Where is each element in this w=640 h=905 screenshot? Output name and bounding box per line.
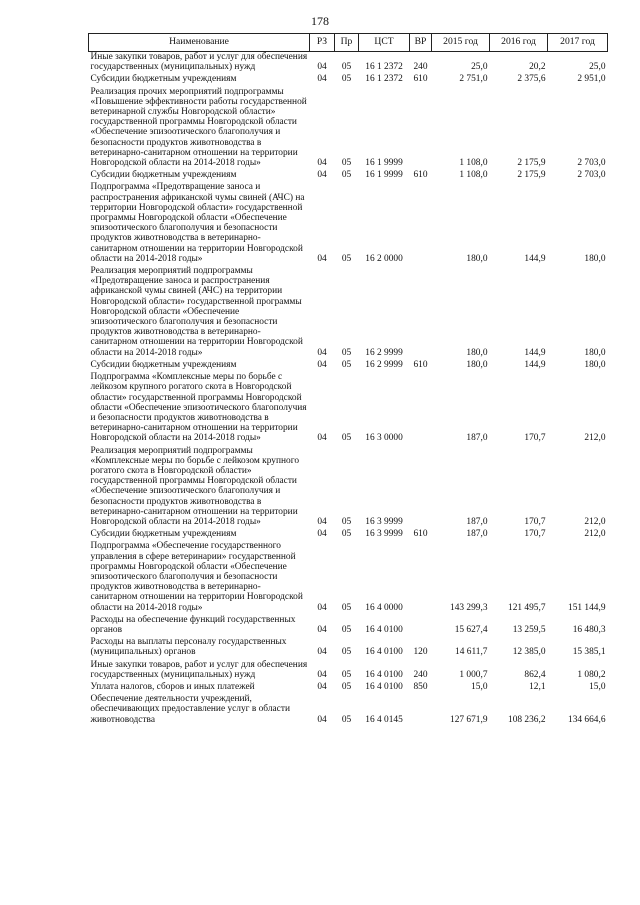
row-2017-value: 15 385,1 (572, 647, 606, 658)
row-2015-value: 14 611,7 (455, 647, 488, 658)
row-rz: 04 (317, 669, 327, 680)
row-2016-value: 170,7 (524, 516, 546, 527)
page-number: 178 (311, 14, 329, 28)
row-pr: 05 (341, 158, 352, 169)
row-cst: 16 3 0000 (365, 433, 403, 444)
table-row (89, 694, 608, 727)
row-rz: 04 (317, 433, 327, 444)
row-2015-value: 180,0 (466, 253, 488, 264)
row-cst: 16 1 2372 (365, 74, 403, 85)
row-2017-value: 180,0 (584, 253, 606, 264)
row-name: Субсидии бюджетным учреждениям (90, 170, 237, 181)
row-name: Реализация мероприятий подпрограммы «Комплексные меры по борьбе с лейкозом крупного рогатого скота в Новгородской области» государственной программы Новгородской области «Обеспечение эпизоотического благополучия и безопасности продуктов животноводства в ветеринарно-санитарном отношении на территории Новгородской области на 2014-2018 годы» (90, 445, 300, 527)
row-2017-value: 212,0 (584, 433, 606, 444)
row-2016-value: 170,7 (524, 433, 546, 444)
row-2017-value: 180,0 (584, 359, 606, 370)
row-name: Реализация прочих мероприятий подпрограммы «Повышение эффективности работы государственной ветеринарной службы Новгородской области» государственной программы Новгородской области «Обеспечение эпизоотического благополучия и безопасности продуктов животноводства в ветеринарно-санитарном отношении на территории Новгородской области на 2014-2018 годы» (90, 86, 307, 169)
row-2015-value: 2 751,0 (459, 74, 488, 85)
row-2015-value: 180,0 (466, 347, 488, 358)
row-2015-value: 180,0 (466, 359, 488, 370)
row-rz: 04 (317, 714, 327, 725)
row-cst: 16 3 9999 (365, 529, 403, 540)
row-2015-value: 15 627,4 (454, 624, 488, 635)
row-2016-value: 2 175,9 (517, 170, 546, 181)
table-row (89, 87, 608, 171)
row-pr: 05 (341, 347, 352, 358)
row-pr: 05 (341, 62, 352, 73)
row-2016-value: 144,9 (524, 253, 546, 264)
row-2015-value: 187,0 (466, 529, 488, 540)
row-pr: 05 (341, 714, 352, 725)
row-2015-value: 187,0 (466, 433, 488, 444)
row-cst: 16 1 9999 (365, 170, 403, 181)
row-rz: 04 (317, 74, 327, 85)
row-2017-value: 2 951,0 (577, 74, 606, 85)
row-cst: 16 4 0100 (365, 681, 403, 692)
row-name: Субсидии бюджетным учреждениям (90, 359, 237, 370)
row-vr (410, 87, 432, 171)
row-cst: 16 1 9999 (365, 158, 403, 169)
row-cst: 16 2 9999 (365, 359, 403, 370)
row-vr: 240 (413, 669, 428, 680)
row-2017-value: 180,0 (584, 347, 606, 358)
row-name: Субсидии бюджетным учреждениям (90, 74, 237, 85)
table-row (89, 360, 608, 372)
row-cst: 16 4 0145 (365, 714, 403, 725)
row-vr: 610 (413, 170, 428, 181)
row-2017-value: 25,0 (589, 62, 606, 73)
budget-table (88, 33, 608, 727)
row-2015-value: 127 671,9 (450, 714, 488, 725)
row-pr: 05 (341, 170, 352, 181)
row-2015-value: 143 299,3 (450, 602, 488, 613)
column-header-pr: Пр (335, 34, 359, 52)
row-2017-value: 15,0 (589, 681, 606, 692)
row-2016-value: 12 385,0 (512, 647, 546, 658)
row-cst: 16 4 0100 (365, 669, 403, 680)
row-2015-value: 1 000,7 (459, 669, 488, 680)
row-2016-value: 862,4 (524, 669, 546, 680)
row-2016-value: 121 495,7 (508, 602, 546, 613)
row-cst: 16 2 9999 (365, 347, 403, 358)
table-header-row (89, 34, 608, 52)
row-2015-value: 15,0 (471, 681, 488, 692)
table-row (89, 682, 608, 694)
row-vr (410, 615, 432, 637)
row-pr: 05 (341, 602, 352, 613)
column-header-2016: 2016 год (490, 34, 548, 52)
row-pr: 05 (341, 681, 352, 692)
row-pr: 05 (341, 74, 352, 85)
row-pr: 05 (341, 433, 352, 444)
table-row (89, 52, 608, 75)
row-2016-value: 2 375,6 (517, 74, 546, 85)
table-row (89, 615, 608, 637)
row-2016-value: 2 175,9 (517, 158, 546, 169)
row-rz: 04 (317, 529, 327, 540)
row-vr: 610 (413, 359, 428, 370)
row-2015-value: 1 108,0 (459, 170, 488, 181)
row-2017-value: 151 144,9 (568, 602, 606, 613)
column-header-vr: ВР (410, 34, 432, 52)
row-2016-value: 144,9 (524, 347, 546, 358)
row-2017-value: 212,0 (584, 529, 606, 540)
row-2016-value: 12,1 (529, 681, 546, 692)
column-header-2015: 2015 год (432, 34, 490, 52)
table-row (89, 74, 608, 86)
table-row (89, 541, 608, 614)
row-rz: 04 (317, 158, 327, 169)
row-name: Субсидии бюджетным учреждениям (90, 529, 237, 540)
row-2016-value: 13 259,5 (512, 624, 546, 635)
row-rz: 04 (317, 62, 327, 73)
row-2015-value: 1 108,0 (459, 158, 488, 169)
row-vr: 610 (413, 529, 428, 540)
row-2017-value: 1 080,2 (577, 669, 606, 680)
row-vr (410, 694, 432, 727)
table-row (89, 182, 608, 266)
row-2016-value: 144,9 (524, 359, 546, 370)
row-pr: 05 (341, 669, 352, 680)
row-vr (410, 266, 432, 360)
row-pr: 05 (341, 647, 352, 658)
table-row (89, 446, 608, 530)
row-rz: 04 (317, 516, 327, 527)
row-name: Подпрограмма «Обеспечение государственного управления в сфере ветеринарии» государственной программы Новгородской области «Обеспечение эпизоотического благополучия и безопасности продуктов животноводства в ветеринарно-санитарном отношении на территории Новгородской области на 2014-2018 годы» (90, 541, 303, 613)
row-rz: 04 (317, 647, 327, 658)
row-vr (410, 446, 432, 530)
row-vr (410, 182, 432, 266)
row-name: Обеспечение деятельности учреждений, обеспечивающих предоставление услуг в области животноводства (90, 694, 290, 725)
row-rz: 04 (317, 347, 327, 358)
row-pr: 05 (341, 253, 352, 264)
table-row (89, 266, 608, 360)
row-2016-value: 108 236,2 (508, 714, 546, 725)
column-header-2017: 2017 год (548, 34, 608, 52)
row-2017-value: 2 703,0 (577, 170, 606, 181)
row-name: Расходы на обеспечение функций государственных органов (90, 614, 296, 635)
row-vr: 120 (413, 647, 428, 658)
row-rz: 04 (317, 170, 327, 181)
row-cst: 16 2 0000 (365, 253, 403, 264)
row-pr: 05 (341, 359, 352, 370)
row-rz: 04 (317, 602, 327, 613)
table-row (89, 637, 608, 659)
column-header-rz: РЗ (310, 34, 335, 52)
row-rz: 04 (317, 253, 327, 264)
row-vr: 240 (413, 62, 428, 73)
row-name: Иные закупки товаров, работ и услуг для обеспечения государственных (муниципальных) нужд (90, 659, 308, 680)
row-pr: 05 (341, 624, 352, 635)
row-rz: 04 (317, 624, 327, 635)
column-header-cst: ЦСТ (359, 34, 410, 52)
row-2016-value: 170,7 (524, 529, 546, 540)
row-cst: 16 1 2372 (365, 62, 403, 73)
row-2015-value: 25,0 (471, 62, 488, 73)
row-name: Подпрограмма «Комплексные меры по борьбе с лейкозом крупного рогатого скота в Новгородской области» государственной программы Новгородской области «Обеспечение эпизоотического благополучия и безопасности продуктов животноводства в ветеринарно-санитарном отношении на территории Новгородской области на 2014-2018 годы» (90, 372, 307, 444)
row-2017-value: 134 664,6 (568, 714, 606, 725)
row-2017-value: 16 480,3 (572, 624, 606, 635)
row-vr: 850 (413, 681, 428, 692)
row-rz: 04 (317, 681, 327, 692)
row-cst: 16 4 0100 (365, 624, 403, 635)
row-name: Уплата налогов, сборов и иных платежей (90, 681, 255, 692)
row-2017-value: 212,0 (584, 516, 606, 527)
row-2015-value: 187,0 (466, 516, 488, 527)
row-cst: 16 4 0000 (365, 602, 403, 613)
row-2016-value: 20,2 (529, 62, 546, 73)
row-pr: 05 (341, 516, 352, 527)
row-name: Подпрограмма «Предотвращение заноса и распространения африканской чумы свиней (АЧС) на территории Новгородской области» государственной программы Новгородской области «Обеспечение эпизоотического благополучия и безопасности продуктов животноводства в ветеринарно-санитарном отношении на территории Новгородской области на 2014-2018 годы» (90, 182, 305, 264)
row-vr (410, 541, 432, 614)
table-row (89, 660, 608, 682)
row-2017-value: 2 703,0 (577, 158, 606, 169)
row-rz: 04 (317, 359, 327, 370)
row-pr: 05 (341, 529, 352, 540)
row-name: Реализация мероприятий подпрограммы «Предотвращение заноса и распространения африканской чумы свиней (АЧС) на территории Новгородской области» государственной программы Новгородской области «Обеспечение эпизоотического благополучия и безопасности продуктов животноводства в ветеринарно-санитарном отношении на территории Новгородской области на 2014-2018 годы» (90, 266, 303, 358)
row-vr: 610 (413, 74, 428, 85)
row-cst: 16 3 9999 (365, 516, 403, 527)
table-row (89, 529, 608, 541)
row-name: Расходы на выплаты персоналу государственных (муниципальных) органов (90, 637, 287, 658)
column-header-name: Наименование (89, 34, 310, 52)
row-name: Иные закупки товаров, работ и услуг для обеспечения государственных (муниципальных) нужд (90, 52, 308, 73)
row-cst: 16 4 0100 (365, 647, 403, 658)
table-row (89, 372, 608, 445)
table-row (89, 170, 608, 182)
row-vr (410, 372, 432, 445)
